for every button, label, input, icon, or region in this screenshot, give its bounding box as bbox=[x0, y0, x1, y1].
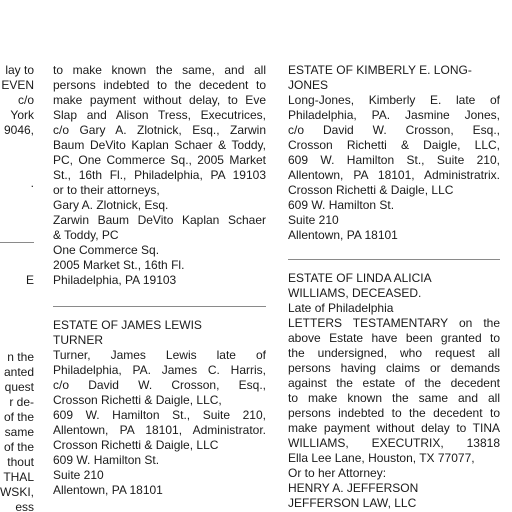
notice-line: PC, One Commerce Sq., 2005 Market bbox=[53, 153, 266, 167]
notice-line: Crosson Richetti & Daigle, LLC bbox=[53, 438, 219, 452]
notice-line: 2005 Market St., 16th Fl. bbox=[53, 258, 185, 272]
notice-line: make payment without delay, to Eve bbox=[53, 93, 266, 107]
cropped-text-fragment: E bbox=[25, 273, 34, 287]
notice-line: Or to her Attorney: bbox=[288, 466, 387, 480]
notice-line: to make known the same and all bbox=[288, 391, 500, 405]
notice-line: Philadelphia, PA. James C. Harris, bbox=[53, 363, 266, 377]
notice-line: Philadelphia, PA. Jasmine Jones, bbox=[288, 108, 500, 122]
notice-line: Suite 210 bbox=[53, 468, 104, 482]
cropped-text-fragment: lay to bbox=[5, 63, 34, 77]
notice-line: WILLIAMS, EXECUTRIX, 13818 bbox=[288, 436, 500, 450]
estate-heading: WILLIAMS, DECEASED. bbox=[288, 286, 422, 300]
notice-divider bbox=[53, 306, 266, 307]
cropped-text-fragment: anted bbox=[3, 365, 34, 379]
notice-line: 609 W. Hamilton St., Suite 210, bbox=[288, 153, 500, 167]
notice-line: above Estate have been granted to bbox=[288, 331, 500, 345]
cropped-text-fragment: n the bbox=[7, 350, 34, 364]
left-column-fragment bbox=[0, 0, 34, 512]
notice-line: or to their attorneys, bbox=[53, 183, 160, 197]
estate-heading: ESTATE OF KIMBERLY E. LONG- bbox=[288, 63, 472, 77]
notice-line: Late of Philadelphia bbox=[288, 301, 394, 315]
estate-heading: JONES bbox=[288, 78, 329, 92]
notice-line: St., 16th Fl., Philadelphia, PA 19103 bbox=[53, 168, 266, 182]
notice-line: 609 W. Hamilton St., Suite 210, bbox=[53, 408, 266, 422]
notice-line: Slap and Alison Tress, Executrices, bbox=[53, 108, 266, 122]
notice-line: Crosson Richetti & Daigle, LLC, bbox=[288, 138, 500, 152]
notice-line: LETTERS TESTAMENTARY on the bbox=[288, 316, 500, 330]
notice-line: Allentown, PA 18101, Administrator. bbox=[53, 423, 266, 437]
notice-divider bbox=[288, 259, 500, 260]
notice-line: HENRY A. JEFFERSON bbox=[288, 481, 419, 495]
cropped-text-fragment: quest bbox=[4, 380, 34, 394]
notice-line: the undersigned, who request all bbox=[288, 346, 500, 360]
estate-heading: ESTATE OF JAMES LEWIS bbox=[53, 318, 202, 332]
notice-line: Allentown, PA 18101 bbox=[288, 228, 398, 242]
notice-line: make payment without delay to TINA bbox=[288, 421, 500, 435]
estate-notice-williams bbox=[288, 271, 500, 511]
notice-line: Gary A. Zlotnick, Esq. bbox=[53, 198, 169, 212]
middle-column bbox=[53, 0, 266, 512]
notice-line: Zarwin Baum DeVito Kaplan Schaer bbox=[53, 213, 266, 227]
cropped-text-fragment: EVEN bbox=[1, 78, 34, 92]
notice-line: Turner, James Lewis late of bbox=[53, 348, 266, 362]
notice-line: Allentown, PA 18101, Administratrix. bbox=[288, 168, 500, 182]
estate-notice-long-jones bbox=[288, 63, 500, 243]
notice-line: c/o Gary A. Zlotnick, Esq., Zarwin bbox=[53, 123, 266, 137]
notice-line: persons having claims or demands bbox=[288, 361, 500, 375]
notice-line: Philadelphia, PA 19103 bbox=[53, 273, 177, 287]
cropped-text-fragment: THAL bbox=[3, 470, 34, 484]
cropped-text-fragment: r de- bbox=[9, 395, 34, 409]
estate-notice-turner bbox=[53, 318, 266, 498]
cropped-text-fragment: ess bbox=[15, 500, 34, 512]
notice-line: Long-Jones, Kimberly E. late of bbox=[288, 93, 500, 107]
cropped-text-fragment: thout bbox=[7, 455, 34, 469]
notice-line: Ella Lee Lane, Houston, TX 77077, bbox=[288, 451, 475, 465]
notice-line: Crosson Richetti & Daigle, LLC, bbox=[53, 393, 222, 407]
right-column bbox=[288, 0, 500, 512]
notice-line: & Toddy, PC bbox=[53, 228, 119, 242]
cropped-text-fragment: of the bbox=[3, 440, 34, 454]
notice-line: against the estate of the decedent bbox=[288, 376, 500, 390]
notice-line: Crosson Richetti & Daigle, LLC bbox=[288, 183, 454, 197]
cropped-text-fragment: . bbox=[30, 176, 34, 190]
notice-line: persons indebted to the decedent to bbox=[288, 406, 500, 420]
cropped-text-fragment: of the bbox=[3, 410, 34, 424]
middle-notice-continuation bbox=[53, 63, 266, 288]
notice-line: Suite 210 bbox=[288, 213, 339, 227]
notice-line: Baum DeVito Kaplan Schaer & Toddy, bbox=[53, 138, 266, 152]
left-notice-divider bbox=[0, 242, 34, 243]
cropped-text-fragment: WSKI, bbox=[0, 485, 34, 499]
cropped-text-fragment: York bbox=[10, 108, 34, 122]
notice-line: to make known the same, and all bbox=[53, 63, 266, 77]
cropped-text-fragment: 9046, bbox=[3, 123, 34, 137]
notice-line: JEFFERSON LAW, LLC bbox=[288, 496, 417, 510]
notice-line: 609 W. Hamilton St. bbox=[288, 198, 395, 212]
cropped-text-fragment: c/o bbox=[17, 93, 34, 107]
notice-line: Allentown, PA 18101 bbox=[53, 483, 163, 497]
notice-line: One Commerce Sq. bbox=[53, 243, 160, 257]
cropped-text-fragment: same bbox=[4, 425, 34, 439]
notice-line: 609 W. Hamilton St. bbox=[53, 453, 160, 467]
notice-line: c/o David W. Crosson, Esq., bbox=[53, 378, 266, 392]
notice-line: persons indebted to the decedent to bbox=[53, 78, 266, 92]
estate-heading: ESTATE OF LINDA ALICIA bbox=[288, 271, 432, 285]
notice-line: c/o David W. Crosson, Esq., bbox=[288, 123, 500, 137]
estate-heading: TURNER bbox=[53, 333, 103, 347]
